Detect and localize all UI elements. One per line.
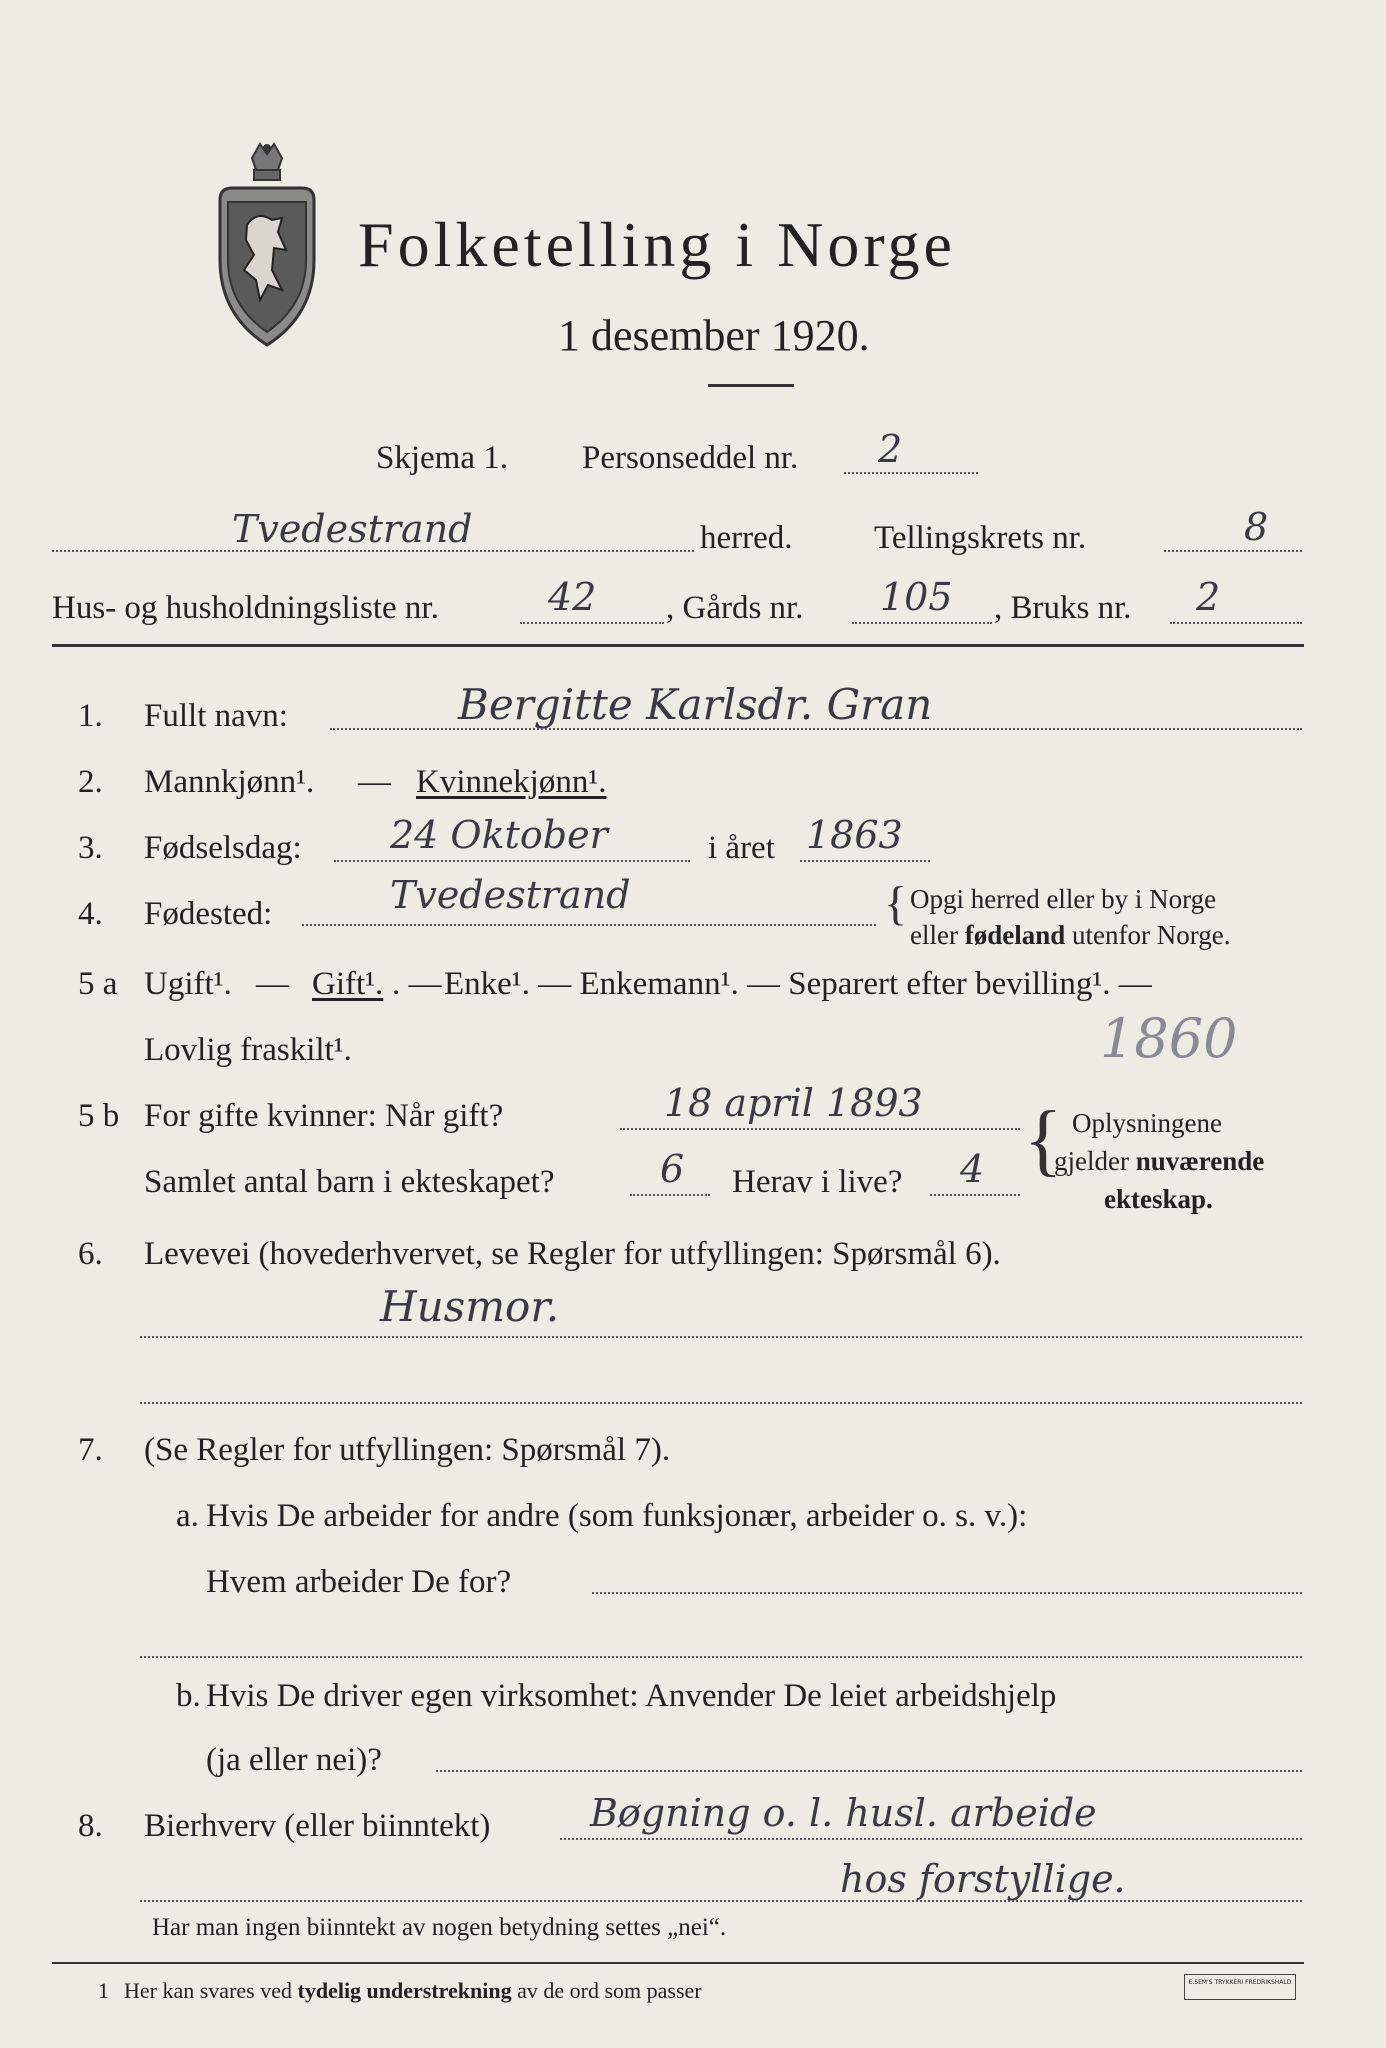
- q7a-label-2: Hvem arbeider De for?: [206, 1564, 512, 1600]
- birthplace-note-1: Opgi herred eller by i Norge: [910, 884, 1217, 914]
- gards-value: 105: [880, 575, 953, 619]
- marriage-note-3: ekteskap.: [1104, 1184, 1213, 1214]
- marriage-date-line: [620, 1128, 1020, 1130]
- bruks-value: 2: [1196, 575, 1221, 619]
- marital-dash-2: . —: [392, 966, 442, 1002]
- q5a-number: 5 a: [78, 966, 118, 1002]
- q1-number: 1.: [78, 698, 103, 734]
- printer-stamp: E.SEM'S TRYKKERI FREDRIKSHALD: [1184, 1974, 1296, 2000]
- footnote-rule: [52, 1962, 1304, 1964]
- form-title: Folketelling i Norge: [358, 209, 956, 280]
- children-alive-value: 4: [960, 1147, 985, 1191]
- side-income-line-1: [560, 1838, 1302, 1840]
- birth-year-value: 1863: [806, 813, 903, 857]
- side-income-value-1: Bøgning o. l. husl. arbeide: [590, 1791, 1097, 1835]
- marriage-note-1: Oplysningene: [1072, 1108, 1222, 1138]
- full-name-line: [330, 728, 1302, 730]
- q3-label: Fødselsdag:: [144, 830, 302, 866]
- bruks-line: [1170, 622, 1302, 624]
- gender-female-underlined: Kvinnekjønn¹.: [416, 764, 607, 800]
- occupation-label: Levevei (hovederhvervet, se Regler for utfyllingen: Spørsmål 6).: [144, 1236, 1001, 1272]
- tellingskrets-line: [1164, 550, 1302, 552]
- tellingskrets-label: Tellingskrets nr.: [874, 520, 1087, 556]
- q2-number: 2.: [78, 764, 103, 800]
- q4-brace: {: [884, 877, 908, 930]
- q5b-number: 5 b: [78, 1098, 120, 1134]
- employer-line: [592, 1592, 1302, 1594]
- skjema-label: Skjema 1.: [376, 440, 508, 476]
- coat-of-arms-icon: [212, 140, 322, 350]
- bruks-label: , Bruks nr.: [994, 590, 1132, 626]
- occupation-line-1: [140, 1336, 1302, 1338]
- side-income-line-2: [140, 1900, 1302, 1902]
- birthday-value: 24 Oktober: [390, 813, 608, 857]
- personseddel-label: Personseddel nr.: [582, 440, 799, 476]
- children-total-label: Samlet antal barn i ekteskapet?: [144, 1164, 555, 1200]
- children-total-value: 6: [660, 1147, 685, 1191]
- occupation-line-2: [140, 1402, 1302, 1404]
- marriage-date-label: For gifte kvinner: Når gift?: [144, 1098, 504, 1134]
- q7-number: 7.: [78, 1432, 103, 1468]
- marital-fraskilt: Lovlig fraskilt¹.: [144, 1032, 352, 1068]
- gards-line: [852, 622, 992, 624]
- marital-dash-1: —: [256, 966, 289, 1002]
- children-alive-line: [930, 1194, 1020, 1196]
- birthplace-value: Tvedestrand: [390, 873, 631, 917]
- hus-value: 42: [548, 575, 597, 619]
- hus-line: [520, 622, 664, 624]
- full-name-value: Bergitte Karlsdr. Gran: [458, 680, 933, 729]
- side-income-value-2: hos forstyllige.: [840, 1857, 1126, 1901]
- section-rule: [52, 644, 1304, 647]
- form-date: 1 desember 1920.: [558, 311, 870, 360]
- q7a-label: Hvis De arbeider for andre (som funksjonær, arbeider o. s. v.):: [206, 1498, 1028, 1534]
- q8-number: 8.: [78, 1808, 103, 1844]
- hus-label: Hus- og husholdningsliste nr.: [52, 590, 439, 626]
- q6-number: 6.: [78, 1236, 103, 1272]
- year-label: i året: [708, 830, 775, 866]
- birthplace-line: [302, 924, 876, 926]
- gender-separator: —: [358, 764, 391, 800]
- q7a-number: a.: [176, 1498, 199, 1534]
- children-alive-label: Herav i live?: [732, 1164, 903, 1200]
- herred-label: herred.: [700, 520, 793, 556]
- side-income-note: Har man ingen biinntekt av nogen betydning settes „nei“.: [152, 1914, 727, 1941]
- q4-number: 4.: [78, 896, 103, 932]
- gards-label: , Gårds nr.: [666, 590, 804, 626]
- herred-value: Tvedestrand: [232, 507, 473, 551]
- title-divider: [708, 384, 794, 387]
- q7b-label-2: (ja eller nei)?: [206, 1742, 382, 1778]
- birthplace-note-2: eller fødeland utenfor Norge.: [910, 920, 1231, 950]
- footnote-mark: 1: [98, 1978, 109, 2003]
- children-total-line: [630, 1194, 710, 1196]
- marriage-note-2: gjelder nuværende: [1054, 1146, 1265, 1176]
- personseddel-value: 2: [878, 427, 903, 471]
- gender-male: Mannkjønn¹.: [144, 764, 315, 800]
- q4-label: Fødested:: [144, 896, 273, 932]
- marital-gift-underlined: Gift¹.: [312, 966, 384, 1002]
- q7b-label: Hvis De driver egen virksomhet: Anvender De leiet arbeidshjelp: [206, 1678, 1057, 1714]
- birth-year-line: [800, 860, 930, 862]
- marriage-date-value: 18 april 1893: [664, 1081, 923, 1125]
- marital-ugift: Ugift¹.: [144, 966, 232, 1002]
- q5b-brace: {: [1024, 1096, 1063, 1184]
- occupation-value: Husmor.: [380, 1282, 560, 1331]
- employer-line-2: [140, 1656, 1302, 1658]
- q1-label: Fullt navn:: [144, 698, 288, 734]
- hired-help-line: [436, 1770, 1302, 1772]
- side-income-label: Bierhverv (eller biinntekt): [144, 1808, 491, 1844]
- q7b-number: b.: [176, 1678, 201, 1714]
- tellingskrets-value: 8: [1244, 505, 1269, 549]
- personseddel-line: [844, 472, 978, 474]
- birthday-line: [334, 860, 690, 862]
- pencil-annotation: 1860: [1100, 1007, 1238, 1070]
- q3-number: 3.: [78, 830, 103, 866]
- footnote-text: Her kan svares ved tydelig understrekning av de ord som passer: [124, 1978, 702, 2003]
- marital-other-options: Enke¹. — Enkemann¹. — Separert efter bevilling¹. —: [444, 966, 1152, 1002]
- q7-label: (Se Regler for utfyllingen: Spørsmål 7).: [144, 1432, 671, 1468]
